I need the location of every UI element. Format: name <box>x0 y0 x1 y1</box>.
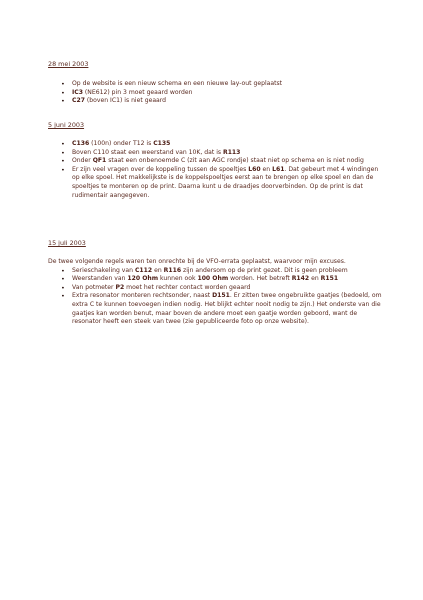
component-ref: 120 Ohm <box>127 275 159 283</box>
section-28-mei-2003 <box>48 60 383 106</box>
section-intro: De twee volgende regels waren ten onrechte bij de VFO-errata geplaatst, waarvoor mijn excuses. <box>48 258 346 265</box>
list-item: • Serieschakeling van C112 en R116 zijn andersom op de print gezet. Dit is geen probleem <box>48 267 383 276</box>
list-item: • Extra resonator monteren rechtsonder, naast D151. Er zitten twee ongebruikte gaatjes (bedoeld, om extra C te kunnen toevoegen indien nodig. Het blijkt echter nooit nodig te zijn.) Het onderste van die gaatjes kan worden benut, maar boven de andere moet een gaatje worden geboord, want de resonator heeft een steek van twee (zie gepubliceerde foto op onze website). <box>48 292 383 326</box>
component-ref: R142 <box>291 275 310 283</box>
list-item: • Op de website is een nieuw schema en een nieuwe lay-out geplaatst <box>48 80 383 89</box>
component-ref: C27 <box>72 97 85 105</box>
section-date: 15 juli 2003 <box>48 239 86 247</box>
list-item: • Van potmeter P2 moet het rechter contact worden geaard <box>48 284 383 293</box>
component-ref: L60 <box>248 165 261 173</box>
list-item: • C136 (100n) onder T12 is C135 <box>48 140 383 149</box>
errata-list <box>48 140 383 200</box>
component-ref: IC3 <box>72 88 83 96</box>
component-ref: C136 <box>72 140 90 147</box>
section-5-juni-2003 <box>48 121 383 200</box>
component-ref: 100 Ohm <box>197 275 229 283</box>
list-item: • Weerstanden van 120 Ohm kunnen ook 100 Ohm worden. Het betreft R142 en R151 <box>48 275 383 284</box>
section-date: 28 mei 2003 <box>48 60 89 68</box>
errata-list <box>48 80 383 106</box>
section-15-juli-2003 <box>48 239 383 327</box>
component-ref: QF1 <box>92 157 107 165</box>
component-ref: L61 <box>272 165 285 173</box>
list-item: • Er zijn veel vragen over de koppeling tussen de spoeltjes L60 en L61. Dat gebeurt met 4 windingen op elke spoel. Het makkelijkste is de koppelspoeltjes eerst aan te brengen op elke spoel en dan de spoeltjes te monteren op de print. Daarna kunt u de draadjes doorverbinden. Op de print is dat rudimentair aangegeven. <box>48 166 383 200</box>
component-ref: C135 <box>153 140 171 147</box>
list-item: • C27 (boven IC1) is niet geaard <box>48 97 383 106</box>
component-ref: D151 <box>212 292 230 300</box>
component-ref: R151 <box>320 275 339 283</box>
list-item: • IC3 (NE612) pin 3 moet geaard worden <box>48 89 383 98</box>
component-ref: R113 <box>223 148 241 156</box>
component-ref: R116 <box>163 266 182 274</box>
list-item: • Boven C110 staat een weerstand van 10K, dat is R113 <box>48 149 383 158</box>
component-ref: C112 <box>134 266 153 274</box>
component-ref: P2 <box>115 283 125 291</box>
list-item: • Onder QF1 staat een onbenoemde C (zit aan AGC rondje) staat niet op schema en is niet nodig <box>48 157 383 166</box>
errata-list <box>48 267 383 327</box>
section-date: 5 juni 2003 <box>48 121 85 129</box>
